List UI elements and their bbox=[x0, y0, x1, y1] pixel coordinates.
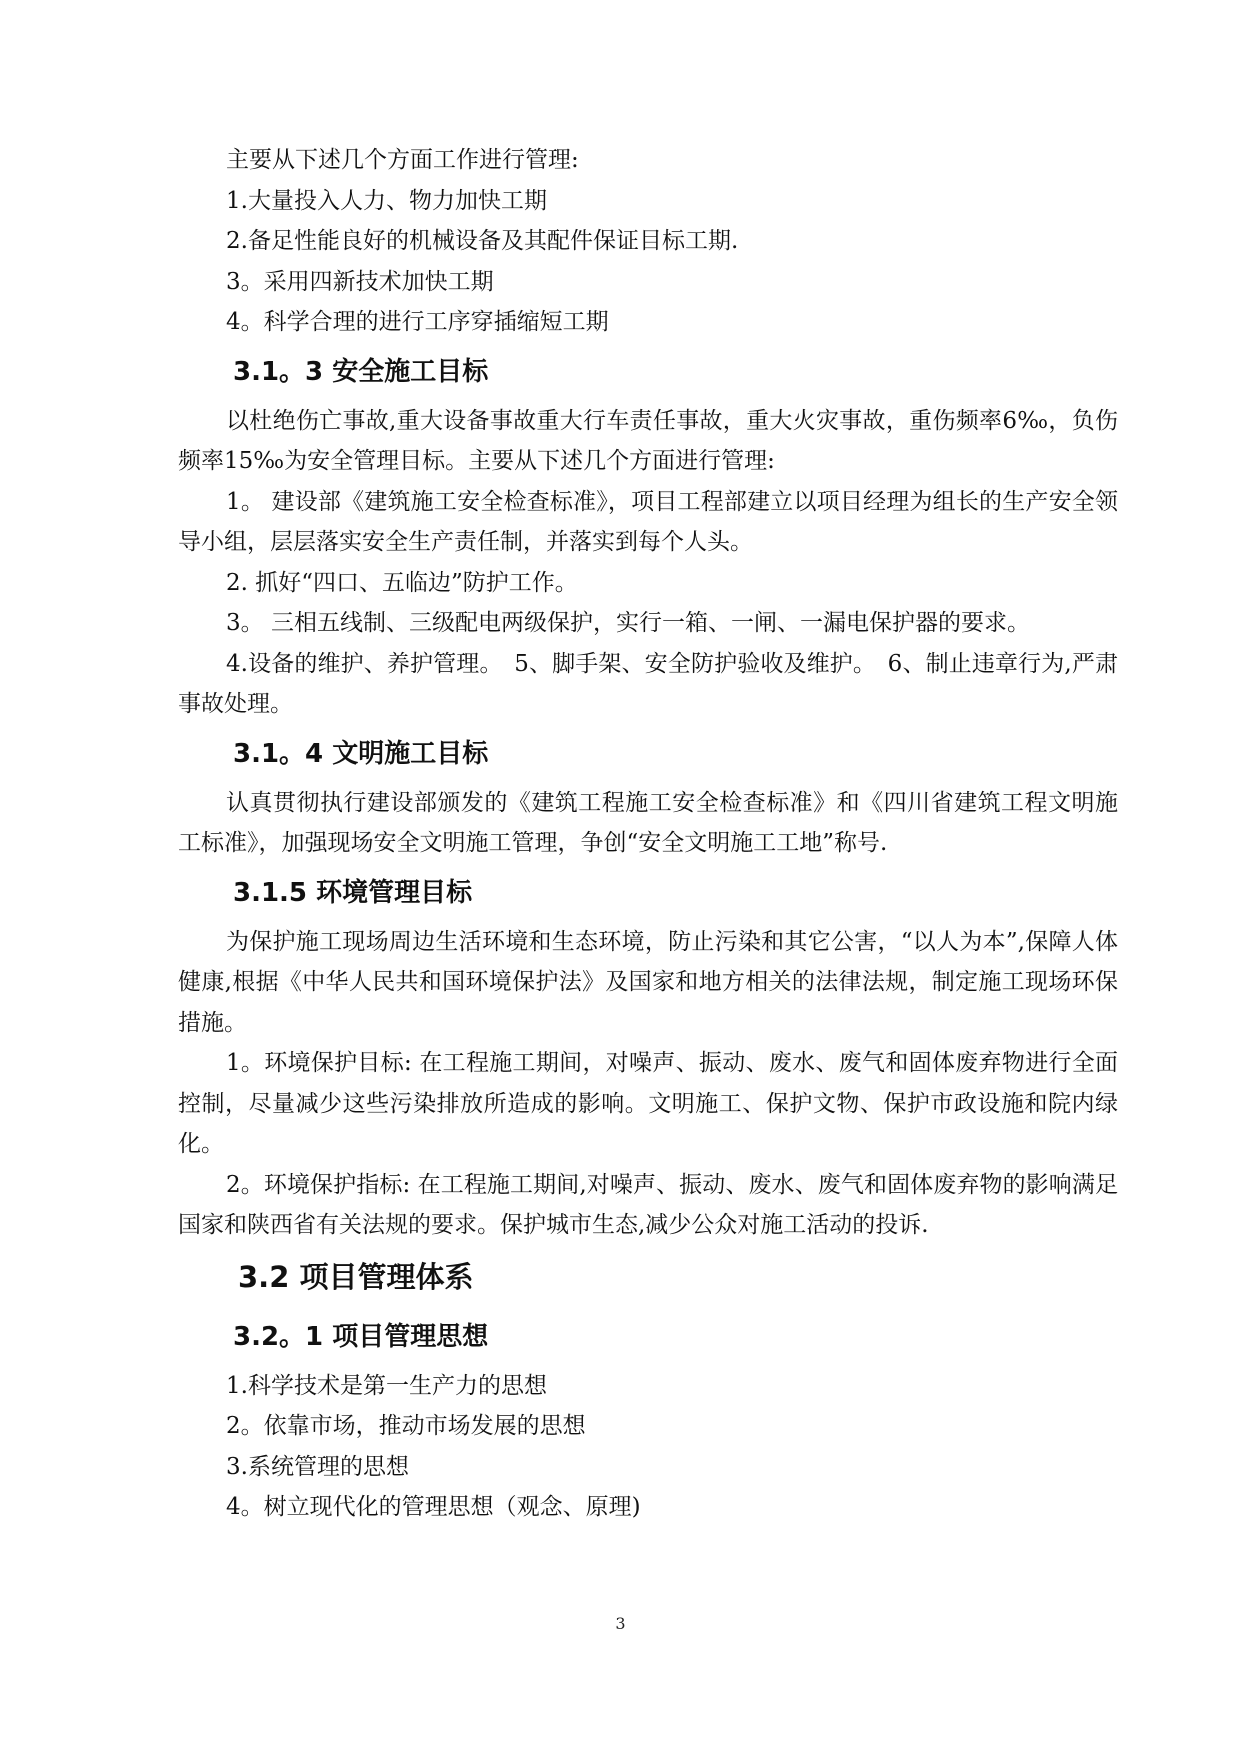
list-item: 3。采用四新技术加快工期 bbox=[226, 268, 494, 295]
paragraph: 以杜绝伤亡事故,重大设备事故重大行车责任事故，重大火灾事故，重伤频率6‰，负伤频率15‰为安全管理目标。主要从下述几个方面进行管理: bbox=[178, 407, 1118, 474]
paragraph: 4.设备的维护、养护管理。 5、脚手架、安全防护验收及维护。 6、制止违章行为,严肃事故处理。 bbox=[178, 650, 1118, 717]
paragraph: 2. 抓好“四口、五临边”防护工作。 bbox=[226, 569, 578, 596]
list-item: 2。依靠市场，推动市场发展的思想 bbox=[226, 1413, 586, 1439]
list-item: 1.科学技术是第一生产力的思想 bbox=[226, 1372, 547, 1399]
list-item: 3.系统管理的思想 bbox=[226, 1453, 409, 1480]
intro-text: 主要从下述几个方面工作进行管理: bbox=[226, 147, 579, 173]
paragraph: 认真贯彻执行建设部颁发的《建筑工程施工安全检查标准》和《四川省建筑工程文明施工标准》，加强现场安全文明施工管理，争创“安全文明施工工地”称号. bbox=[178, 789, 1118, 856]
list-item: 4。树立现代化的管理思想（观念、原理) bbox=[226, 1494, 641, 1520]
paragraph: 3。 三相五线制、三级配电两级保护，实行一箱、一闸、一漏电保护器的要求。 bbox=[226, 610, 1030, 636]
section-heading-3-2: 3.2 项目管理体系 bbox=[238, 1259, 474, 1294]
paragraph: 1。 建设部《建筑施工安全检查标准》，项目工程部建立以项目经理为组长的生产安全领导小组，层层落实安全生产责任制，并落实到每个人头。 bbox=[178, 488, 1118, 555]
list-item: 4。科学合理的进行工序穿插缩短工期 bbox=[226, 309, 609, 335]
section-heading-3-1-4: 3.1。4 文明施工目标 bbox=[233, 738, 489, 769]
section-heading-3-1-3: 3.1。3 安全施工目标 bbox=[233, 356, 489, 387]
list-item: 2.备足性能良好的机械设备及其配件保证目标工期. bbox=[226, 228, 739, 254]
page-number: 3 bbox=[615, 1614, 626, 1633]
paragraph: 为保护施工现场周边生活环境和生态环境，防止污染和其它公害，“以人为本”,保障人体健康,根据《中华人民共和国环境保护法》及国家和地方相关的法律法规，制定施工现场环保措施。 bbox=[178, 928, 1118, 1036]
page-content bbox=[178, 140, 1118, 1528]
section-heading-3-2-1: 3.2。1 项目管理思想 bbox=[233, 1321, 489, 1352]
paragraph: 1。环境保护目标: 在工程施工期间，对噪声、振动、废水、废气和固体废弃物进行全面控制，尽量减少这些污染排放所造成的影响。文明施工、保护文物、保护市政设施和院内绿化。 bbox=[178, 1050, 1118, 1157]
list-item: 1.大量投入人力、物力加快工期 bbox=[226, 187, 547, 214]
section-heading-3-1-5: 3.1.5 环境管理目标 bbox=[233, 877, 473, 908]
paragraph: 2。环境保护指标: 在工程施工期间,对噪声、振动、废水、废气和固体废弃物的影响满足国家和陕西省有关法规的要求。保护城市生态,减少公众对施工活动的投诉. bbox=[178, 1171, 1118, 1238]
